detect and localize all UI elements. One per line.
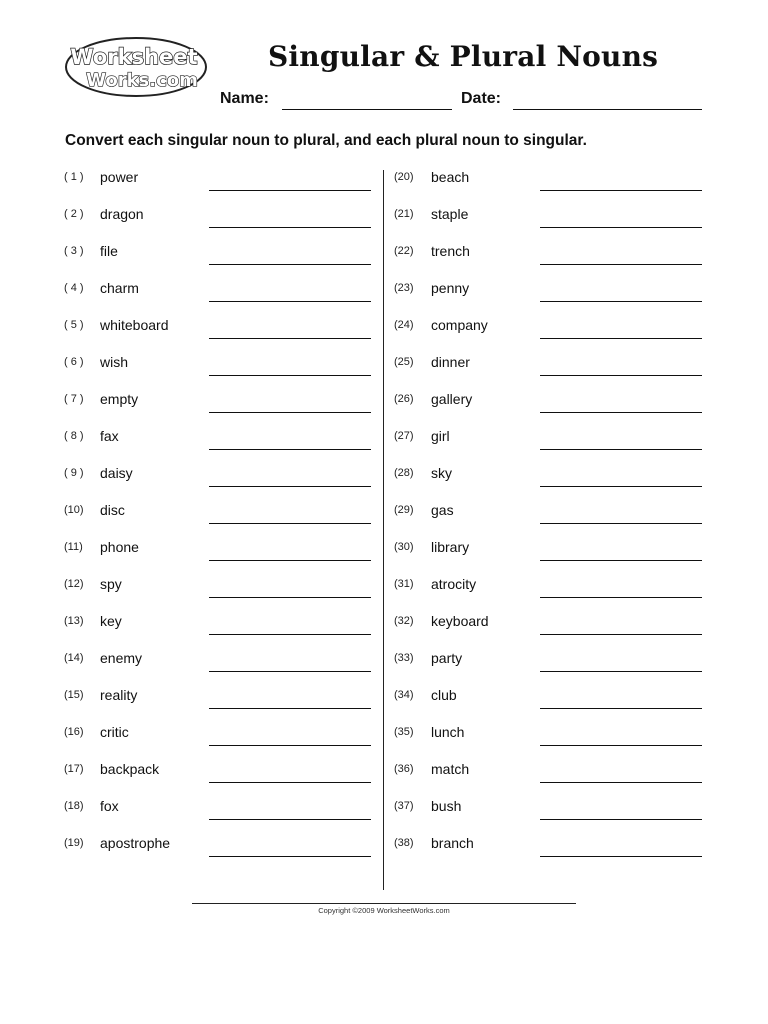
list-item	[394, 464, 724, 501]
list-item	[394, 168, 724, 205]
item-number: (10)	[64, 504, 84, 516]
noun-word: library	[431, 539, 470, 555]
item-number: (17)	[64, 763, 84, 775]
answer-line[interactable]	[540, 486, 702, 487]
noun-word: wish	[100, 354, 129, 370]
answer-line[interactable]	[209, 301, 371, 302]
item-number: (21)	[394, 208, 414, 220]
logo-line2: Works.com	[86, 70, 198, 91]
noun-word: backpack	[100, 761, 160, 777]
noun-word: dinner	[431, 354, 470, 370]
item-number: (11)	[64, 541, 83, 553]
list-item	[64, 316, 394, 353]
list-item	[394, 834, 724, 871]
noun-word: atrocity	[431, 576, 477, 592]
list-item	[64, 353, 394, 390]
item-number: (38)	[394, 837, 414, 849]
item-number: (22)	[394, 245, 414, 257]
answer-line[interactable]	[540, 301, 702, 302]
item-number: (20)	[394, 171, 414, 183]
noun-word: gallery	[431, 391, 473, 407]
copyright-text: Copyright ©2009 WorksheetWorks.com	[318, 906, 450, 915]
item-number: (36)	[394, 763, 414, 775]
list-item	[64, 242, 394, 279]
noun-word: enemy	[100, 650, 143, 666]
item-number: (33)	[394, 652, 414, 664]
answer-line[interactable]	[209, 227, 371, 228]
item-number: (12)	[64, 578, 84, 590]
answer-line[interactable]	[540, 338, 702, 339]
logo-graphic	[64, 36, 208, 98]
list-item	[394, 797, 724, 834]
item-number: ( 1 )	[64, 171, 84, 183]
noun-word: spy	[100, 576, 122, 592]
item-number: (18)	[64, 800, 84, 812]
answer-line[interactable]	[540, 523, 702, 524]
answer-line[interactable]	[540, 782, 702, 783]
list-item	[64, 834, 394, 871]
item-number: (28)	[394, 467, 414, 479]
list-item	[64, 649, 394, 686]
answer-line[interactable]	[540, 190, 702, 191]
noun-word: fox	[100, 798, 119, 814]
noun-word: keyboard	[431, 613, 489, 629]
answer-line[interactable]	[209, 708, 371, 709]
answer-line[interactable]	[209, 856, 371, 857]
list-item	[394, 353, 724, 390]
list-item	[394, 390, 724, 427]
item-number: (27)	[394, 430, 414, 442]
noun-word: power	[100, 169, 139, 185]
list-item	[64, 168, 394, 205]
list-item	[64, 612, 394, 649]
answer-line[interactable]	[209, 190, 371, 191]
answer-line[interactable]	[209, 412, 371, 413]
noun-word: empty	[100, 391, 139, 407]
item-number: (25)	[394, 356, 414, 368]
list-item	[64, 279, 394, 316]
item-number: (19)	[64, 837, 84, 849]
list-item	[394, 501, 724, 538]
noun-word: reality	[100, 687, 138, 703]
answer-line[interactable]	[540, 745, 702, 746]
name-date-row	[220, 90, 710, 114]
noun-word: disc	[100, 502, 125, 518]
noun-word: company	[431, 317, 488, 333]
answer-line[interactable]	[540, 671, 702, 672]
list-item	[64, 723, 394, 760]
list-item	[64, 760, 394, 797]
noun-word: daisy	[100, 465, 133, 481]
date-field[interactable]	[513, 109, 702, 110]
answer-line[interactable]	[540, 264, 702, 265]
answer-line[interactable]	[209, 560, 371, 561]
item-number: (31)	[394, 578, 414, 590]
list-item	[394, 612, 724, 649]
item-number: (29)	[394, 504, 414, 516]
noun-word: party	[431, 650, 463, 666]
list-item	[394, 760, 724, 797]
left-column	[64, 168, 394, 871]
name-label: Name:	[220, 90, 269, 107]
list-item	[64, 501, 394, 538]
item-number: (34)	[394, 689, 414, 701]
answer-line[interactable]	[209, 523, 371, 524]
list-item	[64, 686, 394, 723]
item-number: (16)	[64, 726, 84, 738]
answer-line[interactable]	[540, 634, 702, 635]
noun-word: gas	[431, 502, 454, 518]
list-item	[394, 538, 724, 575]
item-number: (30)	[394, 541, 414, 553]
answer-line[interactable]	[209, 671, 371, 672]
answer-line[interactable]	[209, 782, 371, 783]
noun-word: fax	[100, 428, 119, 444]
answer-line[interactable]	[540, 856, 702, 857]
answer-line[interactable]	[540, 449, 702, 450]
item-number: (15)	[64, 689, 84, 701]
item-number: (23)	[394, 282, 414, 294]
footer-rule	[192, 903, 576, 904]
noun-word: trench	[431, 243, 470, 259]
list-item	[64, 205, 394, 242]
noun-word: bush	[431, 798, 462, 814]
item-number: ( 4 )	[64, 282, 84, 294]
list-item	[64, 390, 394, 427]
list-item	[394, 279, 724, 316]
answer-line[interactable]	[209, 634, 371, 635]
list-item	[394, 649, 724, 686]
item-number: ( 2 )	[64, 208, 84, 220]
answer-line[interactable]	[540, 375, 702, 376]
instructions: Convert each singular noun to plural, and each plural noun to singular.	[65, 132, 587, 149]
item-number: (26)	[394, 393, 414, 405]
item-number: ( 6 )	[64, 356, 84, 368]
item-number: (35)	[394, 726, 414, 738]
answer-line[interactable]	[209, 486, 371, 487]
list-item	[394, 205, 724, 242]
noun-word: beach	[431, 169, 470, 185]
answer-line[interactable]	[209, 375, 371, 376]
item-number: (14)	[64, 652, 84, 664]
noun-word: sky	[431, 465, 452, 481]
answer-line[interactable]	[209, 338, 371, 339]
item-number: (24)	[394, 319, 414, 331]
item-number: (32)	[394, 615, 414, 627]
noun-word: key	[100, 613, 122, 629]
list-item	[394, 427, 724, 464]
item-number: (13)	[64, 615, 84, 627]
noun-word: club	[431, 687, 457, 703]
answer-line[interactable]	[209, 597, 371, 598]
noun-word: charm	[100, 280, 139, 296]
item-number: ( 8 )	[64, 430, 84, 442]
noun-word: whiteboard	[100, 317, 169, 333]
item-number: ( 9 )	[64, 467, 84, 479]
item-number: ( 7 )	[64, 393, 84, 405]
noun-word: girl	[431, 428, 450, 444]
answer-line[interactable]	[540, 560, 702, 561]
answer-line[interactable]	[540, 597, 702, 598]
list-item	[394, 242, 724, 279]
logo-line1: Worksheet	[70, 45, 198, 69]
list-item	[394, 723, 724, 760]
answer-line[interactable]	[209, 449, 371, 450]
list-item	[64, 797, 394, 834]
answer-line[interactable]	[540, 412, 702, 413]
noun-word: apostrophe	[100, 835, 171, 851]
noun-word: match	[431, 761, 470, 777]
list-item	[394, 316, 724, 353]
noun-word: dragon	[100, 206, 144, 222]
answer-line[interactable]	[209, 745, 371, 746]
list-item	[64, 538, 394, 575]
item-number: (37)	[394, 800, 414, 812]
answer-line[interactable]	[540, 227, 702, 228]
noun-word: critic	[100, 724, 129, 740]
item-number: ( 3 )	[64, 245, 84, 257]
noun-word: penny	[431, 280, 470, 296]
list-item	[64, 575, 394, 612]
noun-word: branch	[431, 835, 474, 851]
answer-line[interactable]	[540, 708, 702, 709]
answer-line[interactable]	[209, 819, 371, 820]
item-number: ( 5 )	[64, 319, 84, 331]
list-item	[394, 686, 724, 723]
answer-line[interactable]	[209, 264, 371, 265]
list-item	[64, 464, 394, 501]
noun-word: staple	[431, 206, 469, 222]
date-label: Date:	[461, 90, 502, 107]
right-column	[394, 168, 724, 871]
list-item	[394, 575, 724, 612]
worksheetworks-logo	[64, 36, 208, 98]
noun-word: lunch	[431, 724, 465, 740]
noun-word: file	[100, 243, 118, 259]
noun-word: phone	[100, 539, 139, 555]
worksheet-title: Singular & Plural Nouns	[268, 40, 659, 73]
answer-line[interactable]	[540, 819, 702, 820]
name-field[interactable]	[282, 109, 452, 110]
list-item	[64, 427, 394, 464]
